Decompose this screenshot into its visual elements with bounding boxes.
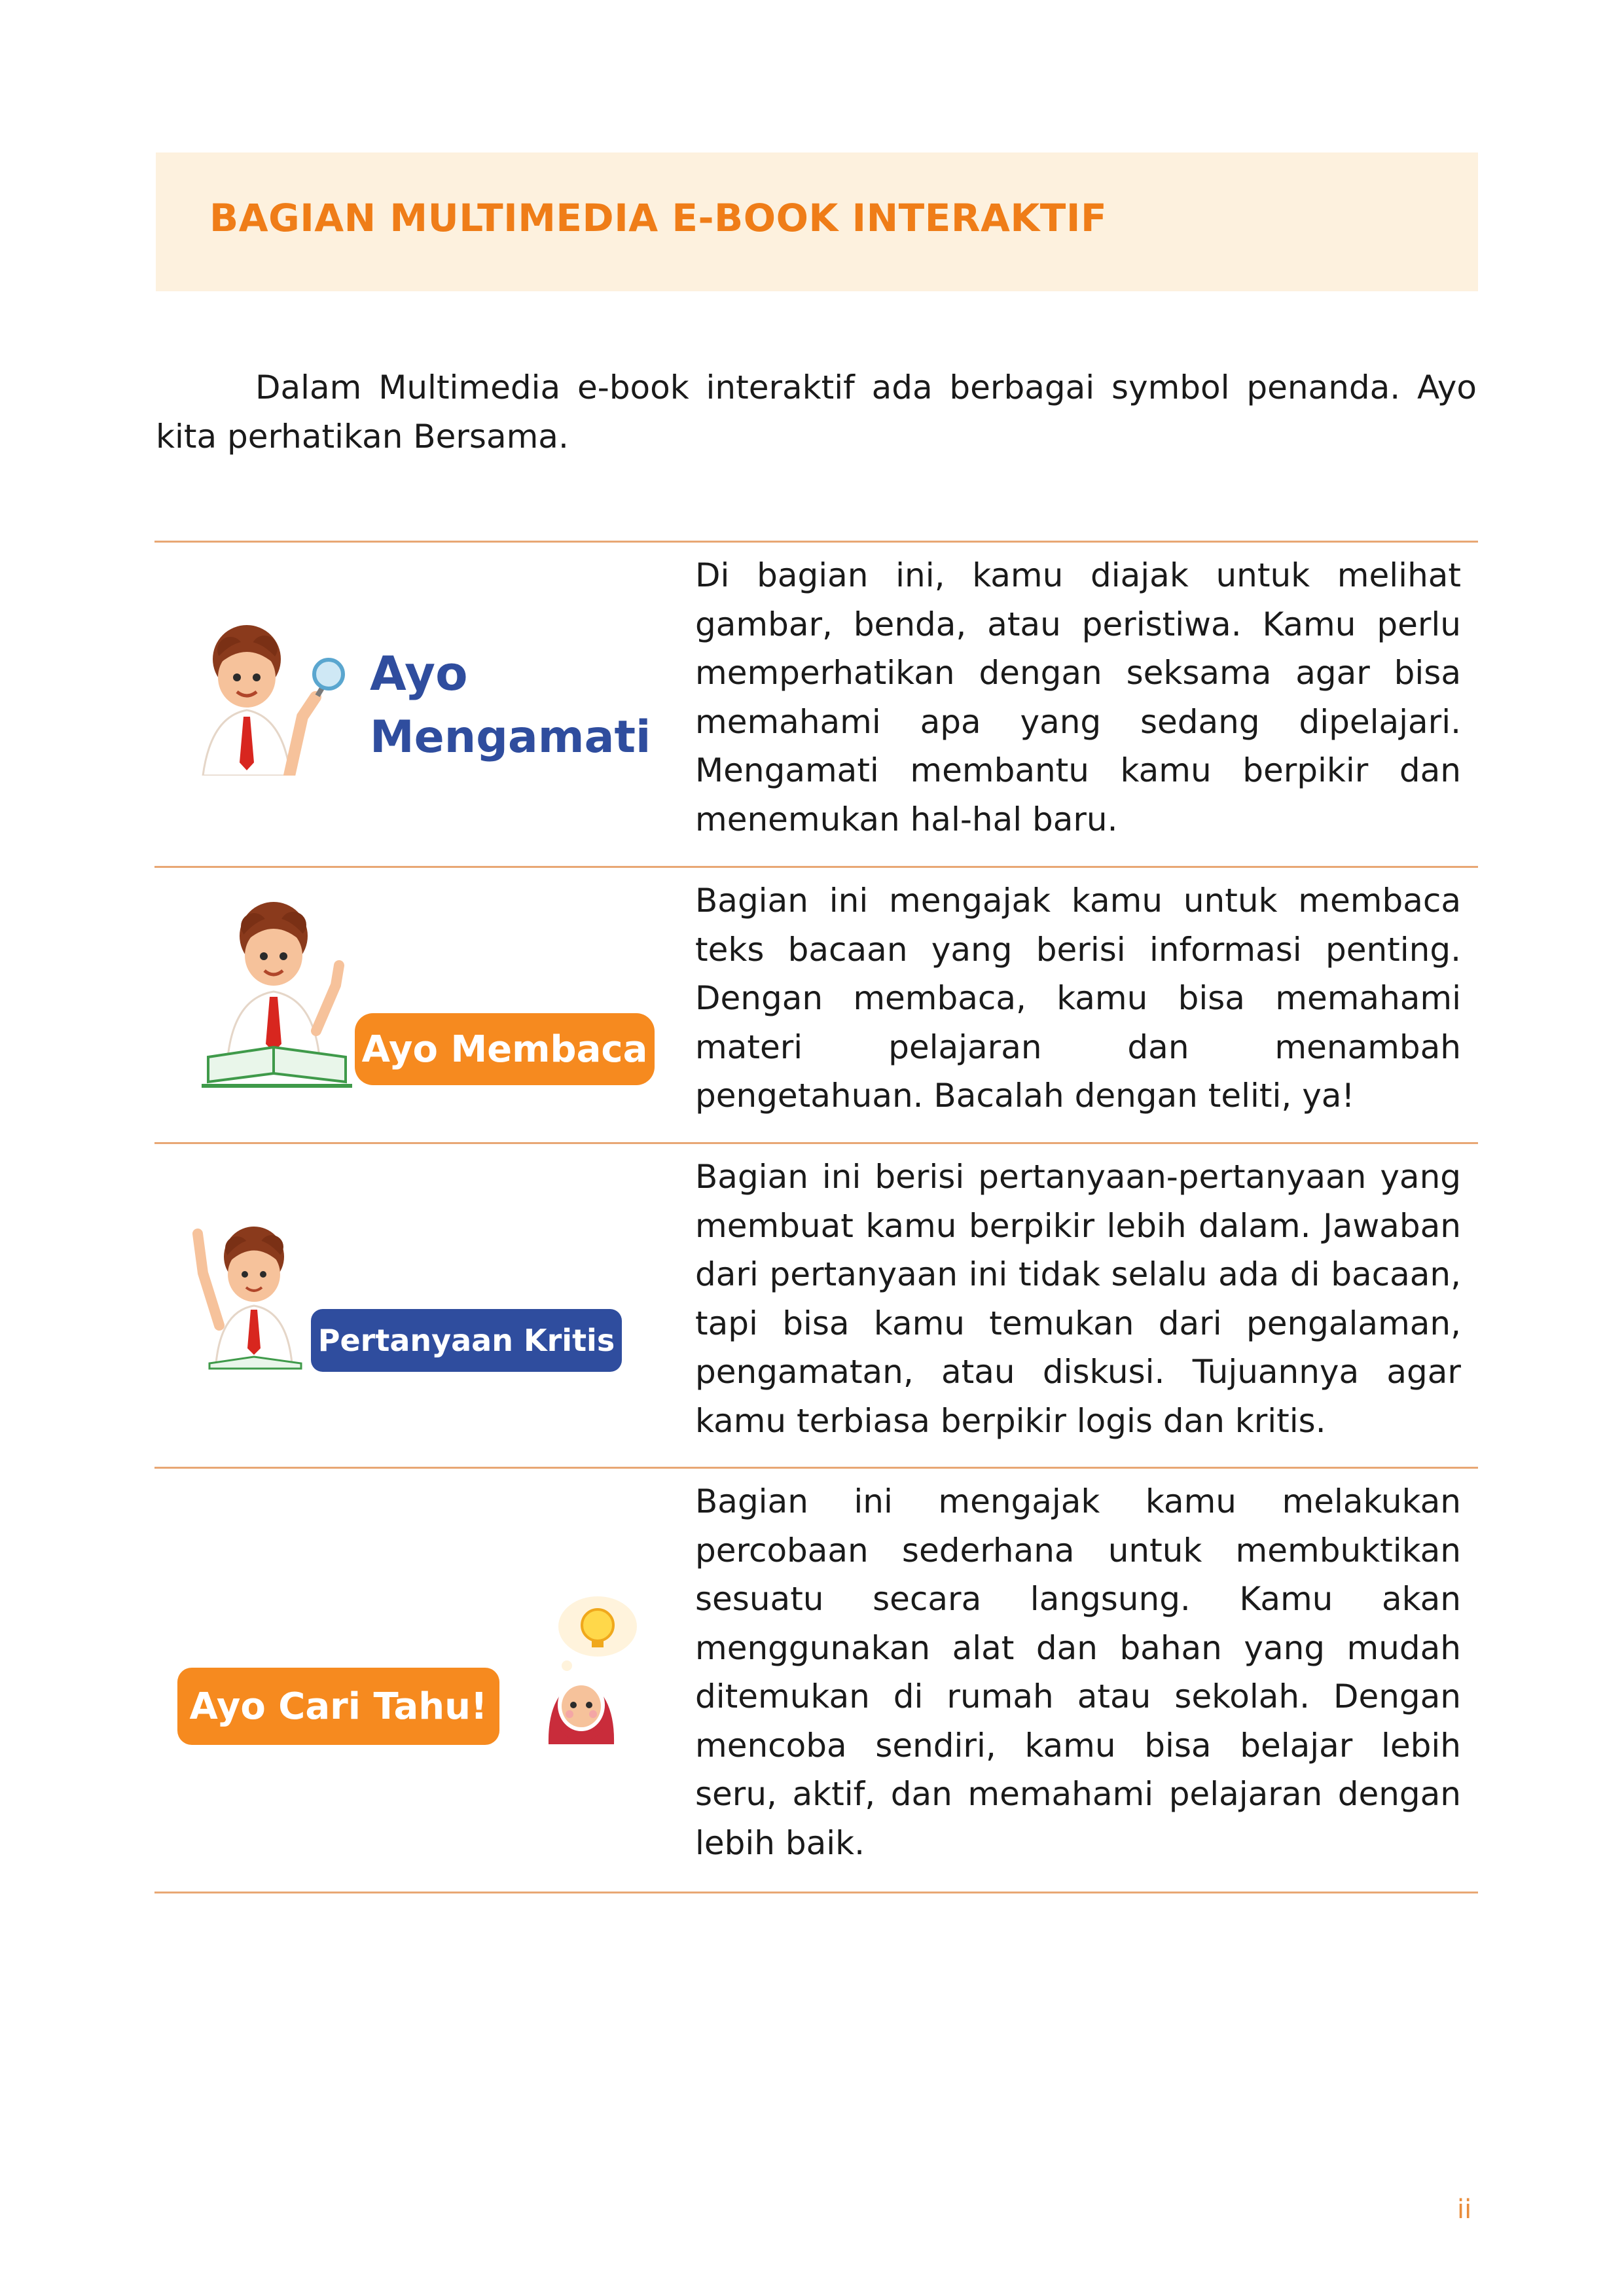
table-rule-2: [154, 1142, 1478, 1144]
table-rule-top: [154, 541, 1478, 543]
table-rule-1: [154, 866, 1478, 868]
girl-lightbulb-icon: [535, 1594, 640, 1751]
label-ayo-mengamati: [370, 641, 658, 770]
title-band: [156, 152, 1478, 291]
label-ayo-mengamati-line2: Mengamati: [370, 711, 651, 763]
boy-magnifier-icon: [191, 625, 348, 776]
description-pertanyaan-kritis: Bagian ini berisi pertanyaan-pertanyaan yang membuat kamu berpikir lebih dalam. Jawaban dari pertanyaan ini tidak selalu ada di bacaan, tapi bisa kamu temukan dari pengalaman, pengamatan, atau diskusi. Tujuannya agar kamu terbiasa berpikir logis dan kritis.: [695, 1158, 1461, 1440]
table-rule-3: [154, 1467, 1478, 1469]
description-ayo-cari-tahu: Bagian ini mengajak kamu melakukan percobaan sederhana untuk membuktikan sesuatu secara langsung. Kamu akan menggunakan alat dan bahan yang mudah ditemukan di rumah atau sekolah. Dengan mencoba sendiri, kamu bisa belajar lebih seru, aktif, dan memahami pelajaran dengan lebih baik.: [695, 1482, 1461, 1862]
intro-paragraph: Dalam Multimedia e-book interaktif ada berbagai symbol penanda. Ayo kita perhatikan Bersama.: [156, 368, 1477, 456]
description-ayo-membaca: Bagian ini mengajak kamu untuk membaca teks bacaan yang berisi informasi penting. Dengan membaca, kamu bisa memahami materi pelajaran dan menambah pengetahuan. Bacalah dengan teliti, ya!: [695, 882, 1461, 1115]
label-ayo-cari-tahu: Ayo Cari Tahu!: [177, 1668, 499, 1745]
page-number: ii: [1457, 2195, 1472, 2225]
label-ayo-mengamati-line1: Ayo: [370, 646, 468, 701]
boy-reading-book-icon: [202, 900, 365, 1090]
label-ayo-membaca: Ayo Membaca: [355, 1013, 655, 1085]
table-rule-bottom: [154, 1892, 1478, 1893]
label-pertanyaan-kritis: Pertanyaan Kritis: [311, 1309, 622, 1372]
page-title: BAGIAN MULTIMEDIA E-BOOK INTERAKTIF: [209, 196, 1108, 240]
boy-raising-hand-icon: [183, 1214, 314, 1371]
description-ayo-mengamati: Di bagian ini, kamu diajak untuk melihat gambar, benda, atau peristiwa. Kamu perlu memperhatikan dengan seksama agar bisa memahami apa yang sedang dipelajari. Mengamati membantu kamu berpikir dan menemukan hal-hal baru.: [695, 556, 1461, 838]
